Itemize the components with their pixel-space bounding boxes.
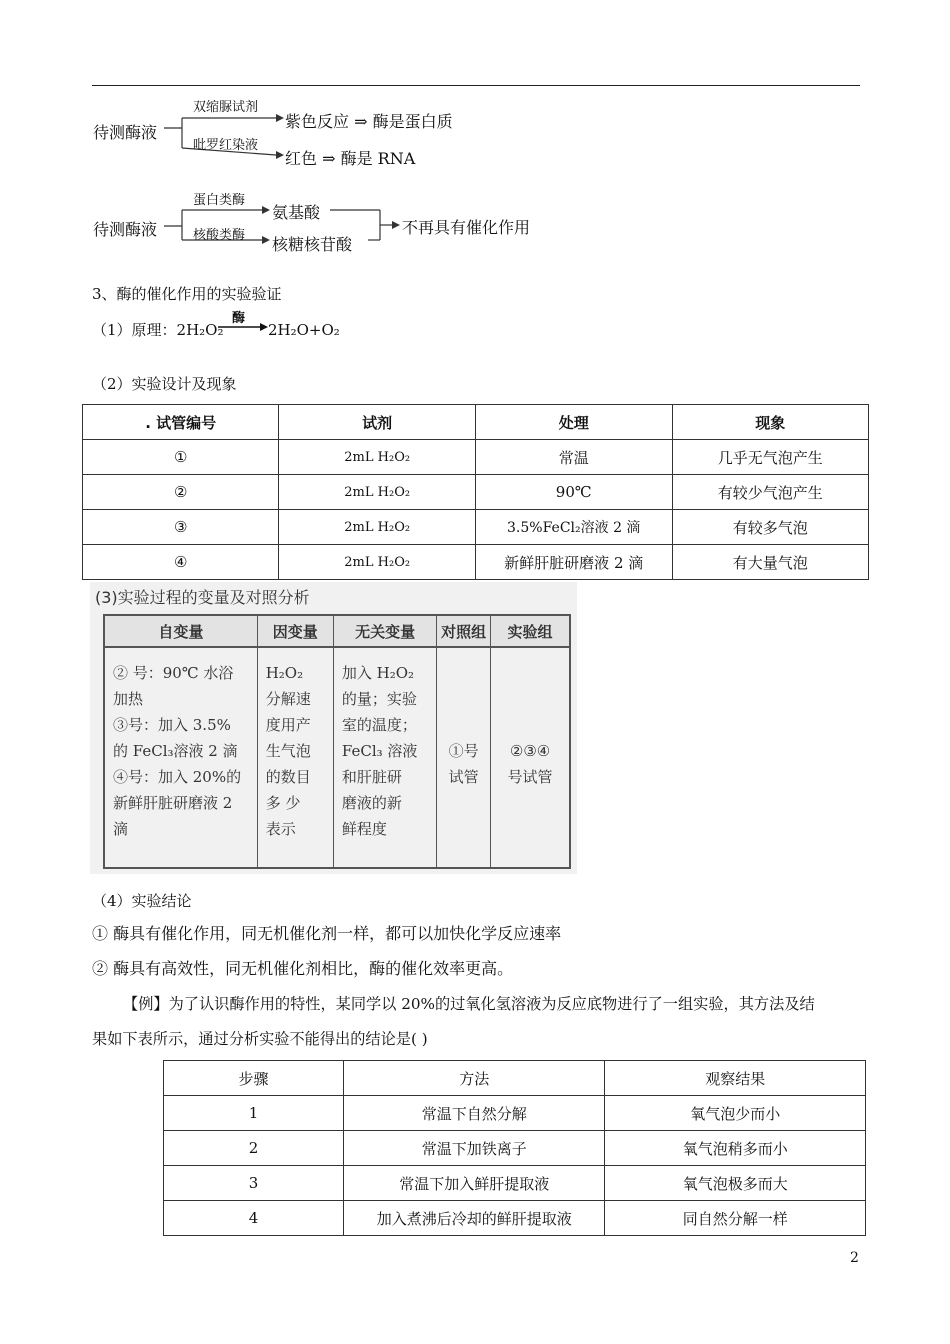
example-line-1: 【例】为了认识酶作用的特性，某同学以 20%的过氧化氢溶液为反应底物进行了一组实验，其方法及结 [123,995,815,1013]
table-cell: 有较少气泡产生 [672,475,868,510]
header-control: 对照组 [437,615,491,647]
principle-product: 2H₂O+O₂ [268,321,340,339]
table-row [83,475,869,510]
independent-text: ② 号：90℃ 水浴 加热 ③号：加入 3.5% 的 FeCl₃溶液 2 滴 ④号：加入 20%的 新鲜肝脏研磨液 2 滴 [113,664,242,838]
table-cell: 有大量气泡 [672,545,868,580]
table-row [83,510,869,545]
table-cell: ③ [83,510,279,545]
diagram1-reagent-2: 吡罗红染液 [193,138,259,153]
table-cell: 2mL H₂O₂ [279,440,475,475]
col-header-reagent: 试剂 [279,405,475,440]
table-cell: 氧气泡极多而大 [605,1166,866,1201]
control-text: ①号 试管 [448,742,479,786]
table-cell: ④ [83,545,279,580]
table-row [164,1131,866,1166]
table-row [83,545,869,580]
diagram1-result-1: 紫色反应 ⇒ 酶是蛋白质 [285,112,453,131]
table-row [164,1166,866,1201]
table-cell: 新鲜肝脏研磨液 2 滴 [475,545,672,580]
header-experimental: 实验组 [491,615,570,647]
cell-control [437,647,491,868]
variables-header-row [104,615,570,647]
principle-label: （1）原理：2H₂O₂ [92,321,224,339]
col-header-treatment: 处理 [475,405,672,440]
diagram2-source: 待测酶液 [93,220,158,239]
table-cell: 3 [164,1166,344,1201]
experiment-table [82,404,869,580]
diagram1-source: 待测酶液 [93,123,158,142]
table-cell: 加入煮沸后冷却的鲜肝提取液 [343,1201,604,1236]
table-cell: 几乎无气泡产生 [672,440,868,475]
table-cell: 常温下加铁离子 [343,1131,604,1166]
table-header-row [83,405,869,440]
table-cell: 2mL H₂O₂ [279,475,475,510]
variables-row [104,647,570,868]
dependent-text: H₂O₂ 分解速 度用产 生气泡 的数目 多 少 表示 [265,664,311,838]
table-cell: ② [83,475,279,510]
table-cell: 4 [164,1201,344,1236]
table-cell: 常温下自然分解 [343,1096,604,1131]
table-row [83,440,869,475]
header-dependent: 因变量 [257,615,333,647]
col-header-tube: . 试管编号 [83,405,279,440]
conclusion-title: （4）实验结论 [92,892,192,910]
irrelevant-text: 加入 H₂O₂ 的量；实验 室的温度； FeCl₃ 溶液 和肝脏研 磨液的新 鲜程度 [341,664,418,838]
table-cell: 1 [164,1096,344,1131]
table-cell: 常温下加入鲜肝提取液 [343,1166,604,1201]
variables-title: (3)实验过程的变量及对照分析 [95,588,310,607]
table-cell: 90℃ [475,475,672,510]
diagram2-result: 不再具有催化作用 [402,218,531,237]
section-3-title: 3、酶的催化作用的实验验证 [92,285,282,303]
experimental-text: ②③④ 号试管 [507,742,553,786]
catalyst-label: 酶 [232,311,246,326]
table-cell: 同自然分解一样 [605,1201,866,1236]
table-cell: ① [83,440,279,475]
table-cell: 3.5%FeCl₂溶液 2 滴 [475,510,672,545]
cell-irrelevant [333,647,436,868]
diagram2-type-2: 核酸类酶 [193,228,246,243]
reaction-arrow [218,322,268,332]
cell-experimental [491,647,570,868]
table-row [164,1096,866,1131]
header-irrelevant: 无关变量 [333,615,436,647]
table-cell: 氧气泡稍多而小 [605,1131,866,1166]
col-header-step: 步骤 [164,1061,344,1096]
diagram2-product-2: 核糖核苷酸 [272,235,353,254]
header-independent: 自变量 [104,615,257,647]
cell-dependent [257,647,333,868]
example-line-2: 果如下表所示，通过分析实验不能得出的结论是( ) [92,1030,428,1048]
diagram2-type-1: 蛋白类酶 [193,193,246,208]
conclusion-item-2: ② 酶具有高效性，同无机催化剂相比，酶的催化效率更高。 [92,959,514,978]
diagram1-result-2: 红色 ⇒ 酶是 RNA [285,149,416,168]
col-header-method: 方法 [343,1061,604,1096]
table-cell: 2mL H₂O₂ [279,510,475,545]
table-cell: 氧气泡少而小 [605,1096,866,1131]
page-number: 2 [850,1250,859,1266]
table-cell: 有较多气泡 [672,510,868,545]
col-header-result: 观察结果 [605,1061,866,1096]
diagram2-product-1: 氨基酸 [272,203,321,222]
diagram1-reagent-1: 双缩脲试剂 [193,100,259,115]
design-title: （2）实验设计及现象 [92,375,237,393]
table-cell: 2mL H₂O₂ [279,545,475,580]
col-header-phenomenon: 现象 [672,405,868,440]
variables-table [103,614,571,869]
table-header-row [164,1061,866,1096]
table-cell: 常温 [475,440,672,475]
conclusion-item-1: ① 酶具有催化作用，同无机催化剂一样，都可以加快化学反应速率 [92,924,562,943]
table-cell: 2 [164,1131,344,1166]
example-table [163,1060,866,1236]
table-row [164,1201,866,1236]
variables-figure [90,582,577,874]
cell-independent [104,647,257,868]
